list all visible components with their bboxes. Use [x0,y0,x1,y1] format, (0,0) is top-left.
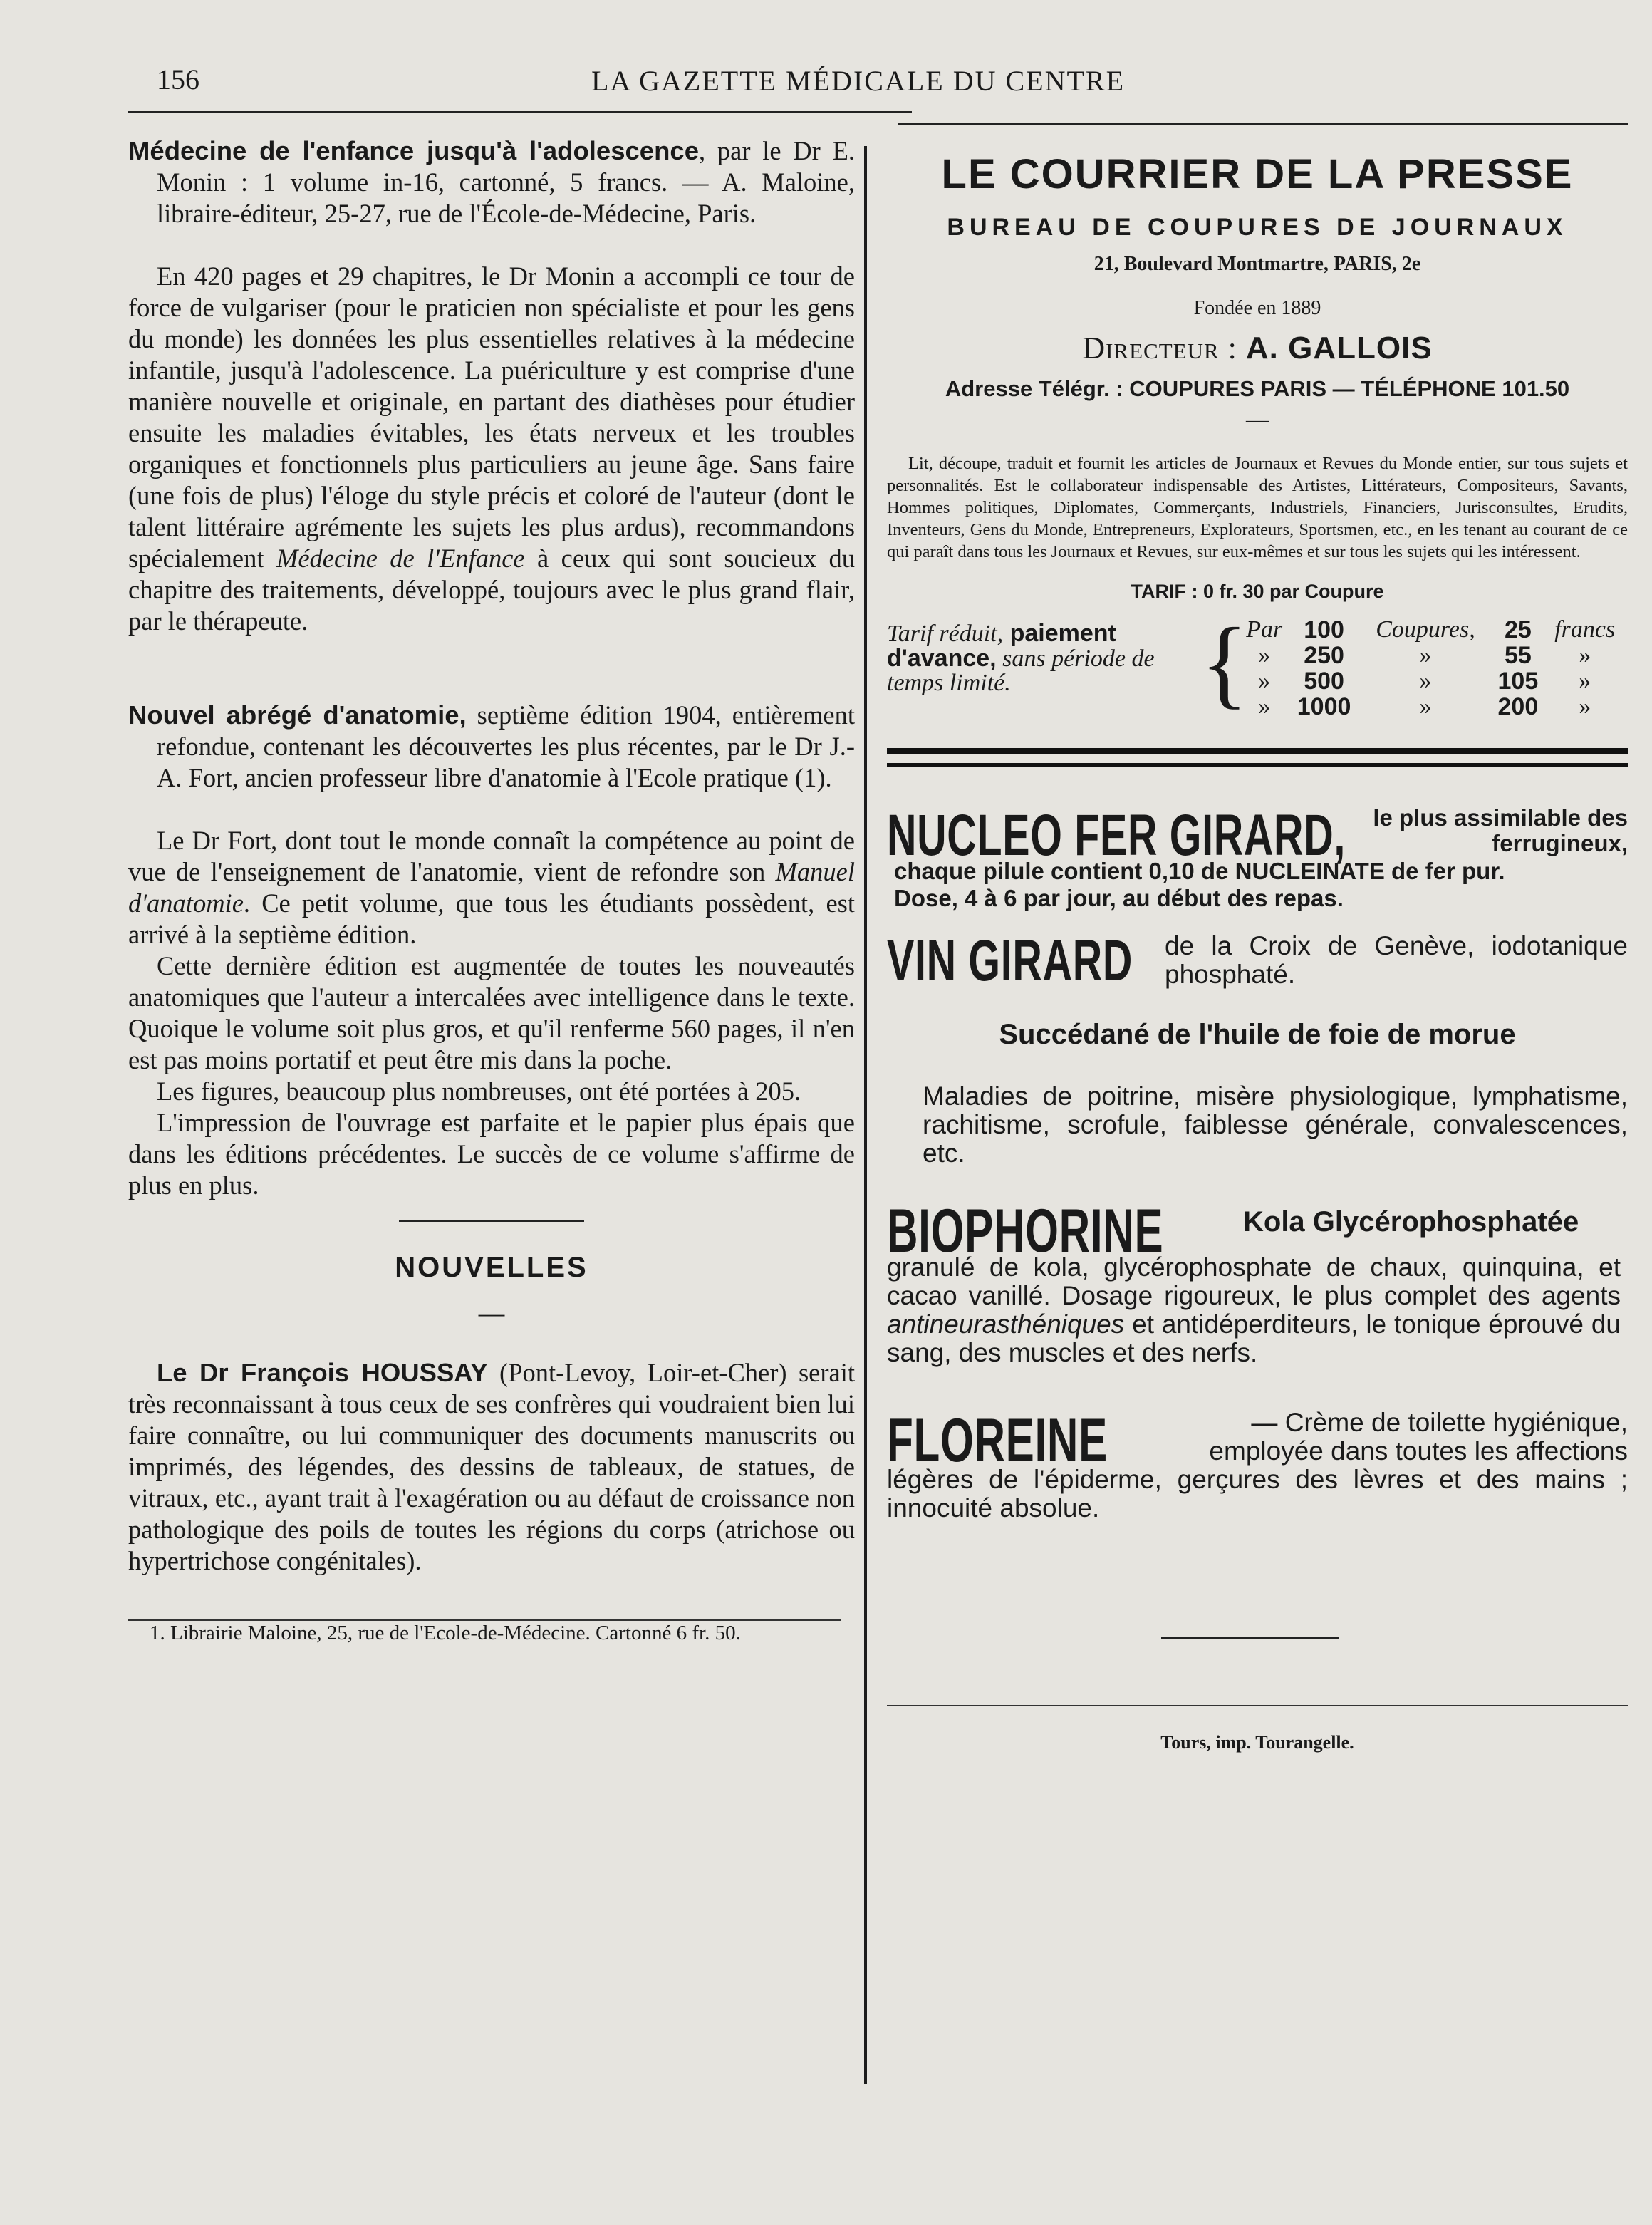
book2-paragraph-2: Cette dernière édition est augmentée de toutes les nouveautés anatomiques que l'auteur a intercalées avec intelligence dans le texte. Quoique le volume soit plus gros, et qu'il renferme 560 pages, il n'en est pas moins portatif et peut être mis dans la poche. [128,951,855,1074]
tarif-price: 200 [1497,693,1539,720]
book1-title: Médecine de l'enfance jusqu'à l'adolescence [128,136,699,165]
left-column [128,135,855,1645]
brace: { [1200,607,1249,718]
header-rule-right [898,123,1628,125]
courrier-bureau: BUREAU DE COUPURES DE JOURNAUX [947,214,1568,241]
tarif-unit: » [1419,641,1432,668]
nucleo-body: chaque pilule contient 0,10 de NUCLEINATE de fer pur. Dose, 4 à 6 par jour, au début des repas. [894,857,1505,911]
nouvelles-text: Le Dr François HOUSSAY (Pont-Levoy, Loir-et-Cher) serait très reconnaissant à tous ceux de ses confrères qui voudraient bien lui faire connaître, ou lui communiquer des documents manuscrits ou imprimés, des légendes, des dessins de tableaux, de statues, de vitraux, etc., ayant trait à l'exagération ou au défaut de croissance non pathologique des poils de toutes les régions du corps (atrichose ou hypertrichose congénitales). [128,1358,855,1575]
book2-reference [128,700,855,794]
biophorine-side: Kola Glycérophosphatée [1243,1205,1579,1238]
courrier-telegraph: Adresse Télégr. : COUPURES PARIS — TÉLÉPHONE 101.50 [945,376,1570,401]
courrier-tarif: TARIF : 0 fr. 30 par Coupure [1131,580,1384,602]
book2-paragraph-3: Les figures, beaucoup plus nombreuses, ont été portées à 205. [157,1077,801,1106]
header-rule [128,111,912,113]
nucleo-brand: NUCLEO FER GIRARD, [887,802,1346,868]
tarif-par: » [1258,641,1271,668]
floreine-body: légères de l'épiderme, gerçures des lèvres et des mains ; innocuité absolue. [887,1464,1628,1523]
book2-ref: septième édition 1904, entièrement refondue, contenant les découvertes les plus récentes, par le Dr J.-A. Fort, ancien professeur libre d'anatomie à l'Ecole pratique (1). [157,700,855,792]
nouvelles-lead: Le Dr François HOUSSAY [157,1358,488,1387]
imprint-rule [887,1705,1628,1706]
book1-reference [128,135,855,229]
floreine-brand: FLOREINE [887,1406,1108,1475]
biophorine-brand: BIOPHORINE [887,1196,1164,1265]
courrier-director: Directeur : A. GALLOIS [1082,331,1433,365]
tarif-par: » [1258,693,1271,720]
floreine-side: — Crème de toilette hygiénique, employée dans toutes les affections [1209,1407,1628,1466]
tarif-price: 105 [1497,667,1539,695]
tarif-row [1240,617,1625,643]
end-rule [1161,1637,1339,1639]
tarif-table [1240,617,1625,720]
courrier-dash: — [1246,406,1269,432]
book2-title: Nouvel abrégé d'anatomie, [128,700,467,730]
section-rule [399,1220,584,1222]
courrier-description: Lit, découpe, traduit et fournit les articles de Journaux et Revues du Monde entier, sur tous sujets et personnalités. Est le collaborateur indispensable des Artistes, Littérateurs, Compositeurs, Savants, Hommes politiques, Diplomates, Commerçants, Industriels, Financiers, Jurisconsultes, Erudits, Inventeurs, Gens du Monde, Entrepreneurs, Explorateurs, Sportsmen, etc., en les tenant au courant de ce qui paraît dans tous les Journaux et Revues, sur eux-mêmes et sur tous les sujets qui les intéressent. [887,454,1628,561]
vin-succedane: Succédané de l'huile de foie de morue [999,1018,1516,1050]
tarif-price: 55 [1504,641,1532,669]
nouvelles-heading: NOUVELLES [395,1252,588,1283]
tarif-unit: » [1419,693,1432,720]
tarif-qty: 100 [1304,616,1344,643]
tarif-unit: Coupures, [1376,616,1475,643]
imprint: Tours, imp. Tourangelle. [1160,1731,1354,1753]
book1-review-italic: Médecine de l'Enfance [276,544,525,573]
vin-maladies: Maladies de poitrine, misère physiologique, lymphatisme, rachitisme, scrofule, faiblesse générale, convalescences, etc. [923,1081,1628,1168]
heavy-rule-thin [887,763,1628,767]
heavy-rule [887,748,1628,754]
tarif-currency: francs [1554,616,1616,643]
book1-ref: , par le Dr E. Monin : 1 volume in-16, cartonné, 5 francs. — A. Maloine, libraire-éditeur, 25-27, rue de l'École-de-Médecine, Paris. [157,136,855,228]
tarif-currency: » [1579,693,1591,720]
tarif-qty: 500 [1304,667,1344,695]
book2-paragraph-4: L'impression de l'ouvrage est parfaite et le papier plus épais que dans les éditions précédentes. Le succès de ce volume s'affirme de plus en plus. [128,1108,855,1200]
journal-title: LA GAZETTE MÉDICALE DU CENTRE [591,65,1126,97]
tarif-par: » [1258,667,1271,694]
nucleo-side: le plus assimilable des ferrugineux, [1373,804,1628,856]
page-header [157,63,1489,105]
nouvelles-dash: — [478,1298,505,1327]
tarif-unit: » [1419,667,1432,694]
footnote: 1. Librairie Maloine, 25, rue de l'Ecole-de-Médecine. Cartonné 6 fr. 50. [150,1622,741,1644]
vin-ad [887,928,1628,1006]
tarif-row [1240,643,1625,668]
imprint-block [887,1705,1628,1790]
tarif-reduced-block [887,607,1628,720]
floreine-ad [887,1406,1628,1662]
tarif-price: 25 [1504,616,1532,643]
column-divider [864,146,867,2084]
right-column [887,146,1628,1790]
biophorine-ad [887,1196,1628,1410]
tarif-qty: 1000 [1297,693,1351,720]
courrier-founded: Fondée en 1889 [1193,297,1321,319]
tarif-qty: 250 [1304,641,1344,669]
vin-brand: VIN GIRARD [887,928,1133,993]
courrier-title: LE COURRIER DE LA PRESSE [941,151,1574,197]
tarif-reduced-label: Tarif réduit, paiement d'avance, sans période de temps limité. [887,619,1155,696]
tarif-row [1240,668,1625,694]
tarif-currency: » [1579,667,1591,694]
book2-paragraph-1: Le Dr Fort, dont tout le monde connaît la compétence au point de vue de l'enseignement de l'anatomie, vient de refondre son Manuel d'anatomie. Ce petit volume, que tous les étudiants possèdent, est arrivé à la septième édition. [128,826,855,949]
tarif-currency: » [1579,641,1591,668]
book1-review: En 420 pages et 29 chapitres, le Dr Monin a accompli ce tour de force de vulgariser (pour le praticien non spécialiste et pour les gens du monde) les données les plus essentielles relatives à la médecine infantile, jusqu'à l'adolescence. La puériculture y est comprise d'une manière nouvelle et originale, en partant des diathèses pour étudier ensuite les maladies évitables, les états nerveux et les troubles organiques et fonctionnels plus particuliers au jeune âge. Sans faire (une fois de plus) l'éloge du style précis et coloré de l'auteur (dont le talent littéraire agrémente les sujets les plus ardus), recommandons spécialement Médecine de l'Enfance à ceux qui sont soucieux du chapitre des traitements, développé, toujours avec le plus grand flair, par le thérapeute. [128,261,855,636]
courrier-address: 21, Boulevard Montmartre, PARIS, 2e [1093,253,1421,275]
page-number: 156 [157,63,199,95]
tarif-row [1240,694,1625,720]
tarif-par: Par [1246,616,1283,643]
biophorine-body: granulé de kola, glycérophosphate de chaux, quinquina, et cacao vanillé. Dosage rigoureux, le plus complet des agents antineurasthéniques et antidéperditeurs, le tonique éprouvé du sang, des muscles et des nerfs. [887,1252,1621,1367]
vin-side: de la Croix de Genève, iodotanique phosphaté. [1165,930,1628,989]
